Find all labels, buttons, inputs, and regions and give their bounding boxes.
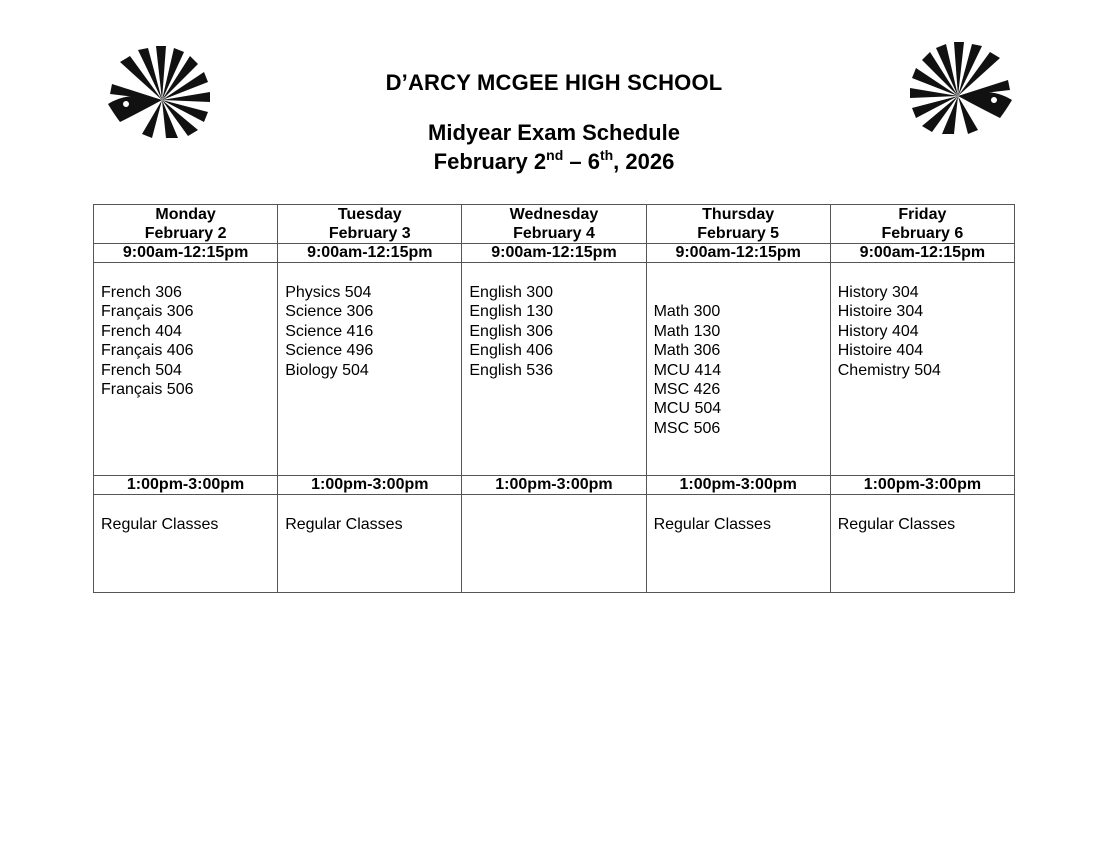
am-courses-wednesday — [462, 263, 646, 476]
exam-schedule-table — [93, 204, 1015, 593]
course-item: MCU 504 — [653, 400, 722, 418]
day-header-tuesday — [278, 205, 462, 244]
pm-time-row — [94, 476, 1015, 495]
am-time: 9:00am-12:15pm — [830, 244, 1014, 263]
day-header-wednesday — [462, 205, 646, 244]
schedule-title-line: Midyear Exam Schedule — [428, 120, 680, 145]
day-date: February 4 — [513, 225, 595, 242]
course-item: English 130 — [469, 303, 553, 321]
am-time: 9:00am-12:15pm — [94, 244, 278, 263]
schedule-title — [0, 118, 1108, 176]
course-item: MCU 414 — [653, 361, 722, 379]
course-item: Histoire 404 — [837, 342, 924, 360]
dates-dash: – 6 — [563, 149, 600, 174]
course-item: MSC 426 — [653, 381, 721, 399]
dates-year: , 2026 — [613, 149, 675, 174]
pm-time: 1:00pm-3:00pm — [278, 476, 462, 495]
course-item: Physics 504 — [285, 284, 372, 301]
course-item: History 304 — [837, 284, 919, 301]
course-item: Histoire 304 — [837, 303, 924, 321]
day-name: Monday — [155, 206, 216, 223]
day-header-monday — [94, 205, 278, 244]
am-courses-thursday — [646, 263, 830, 476]
day-date: February 6 — [881, 225, 964, 242]
dates-start-suffix: nd — [546, 147, 564, 163]
course-item: Math 130 — [653, 322, 721, 340]
pm-activity-friday: Regular Classes — [830, 495, 1014, 593]
course-item: Français 406 — [101, 342, 194, 360]
course-item: English 536 — [469, 361, 553, 379]
course-item: English 300 — [469, 284, 553, 301]
am-time: 9:00am-12:15pm — [646, 244, 830, 263]
pm-activity-thursday: Regular Classes — [646, 495, 830, 593]
pm-activity-monday: Regular Classes — [94, 495, 278, 593]
pm-time: 1:00pm-3:00pm — [462, 476, 646, 495]
course-item: History 404 — [837, 322, 919, 340]
pm-activity-tuesday: Regular Classes — [278, 495, 462, 593]
day-date: February 2 — [144, 225, 227, 242]
course-item: Chemistry 504 — [837, 361, 941, 379]
course-item: French 306 — [101, 284, 182, 301]
pm-time: 1:00pm-3:00pm — [94, 476, 278, 495]
day-header-thursday — [646, 205, 830, 244]
day-name: Thursday — [702, 206, 775, 223]
day-name: Wednesday — [509, 206, 599, 223]
pm-time: 1:00pm-3:00pm — [646, 476, 830, 495]
day-date: February 5 — [697, 225, 780, 242]
course-item: French 504 — [101, 361, 182, 379]
course-item: Français 506 — [101, 381, 194, 399]
day-header-friday — [830, 205, 1014, 244]
am-courses-row — [94, 263, 1015, 476]
schedule-dates — [0, 147, 1108, 176]
day-header-row — [94, 205, 1015, 244]
am-time: 9:00am-12:15pm — [462, 244, 646, 263]
dates-prefix: February 2 — [433, 149, 547, 174]
pm-activity-row — [94, 495, 1015, 593]
pm-time: 1:00pm-3:00pm — [830, 476, 1014, 495]
day-name: Friday — [898, 206, 947, 223]
course-item: Science 306 — [285, 303, 374, 321]
day-name: Tuesday — [337, 206, 402, 223]
course-item: MSC 506 — [653, 419, 721, 437]
am-courses-monday — [94, 263, 278, 476]
course-item: English 306 — [469, 322, 553, 340]
course-item: Math 300 — [653, 303, 721, 321]
course-item: Science 416 — [285, 322, 374, 340]
course-item: Math 306 — [653, 342, 721, 360]
course-item: Biology 504 — [285, 361, 369, 379]
course-item: French 404 — [101, 322, 182, 340]
blank-line — [654, 283, 830, 302]
school-name: D’ARCY MCGEE HIGH SCHOOL — [385, 70, 723, 95]
dates-end-suffix: th — [599, 147, 614, 163]
pm-activity-wednesday — [462, 495, 646, 593]
am-time-row — [94, 244, 1015, 263]
course-item: Français 306 — [101, 303, 194, 321]
course-item: English 406 — [469, 342, 553, 360]
am-time: 9:00am-12:15pm — [278, 244, 462, 263]
am-courses-friday — [830, 263, 1014, 476]
am-courses-tuesday — [278, 263, 462, 476]
course-item: Science 496 — [285, 342, 374, 360]
day-date: February 3 — [328, 225, 411, 242]
